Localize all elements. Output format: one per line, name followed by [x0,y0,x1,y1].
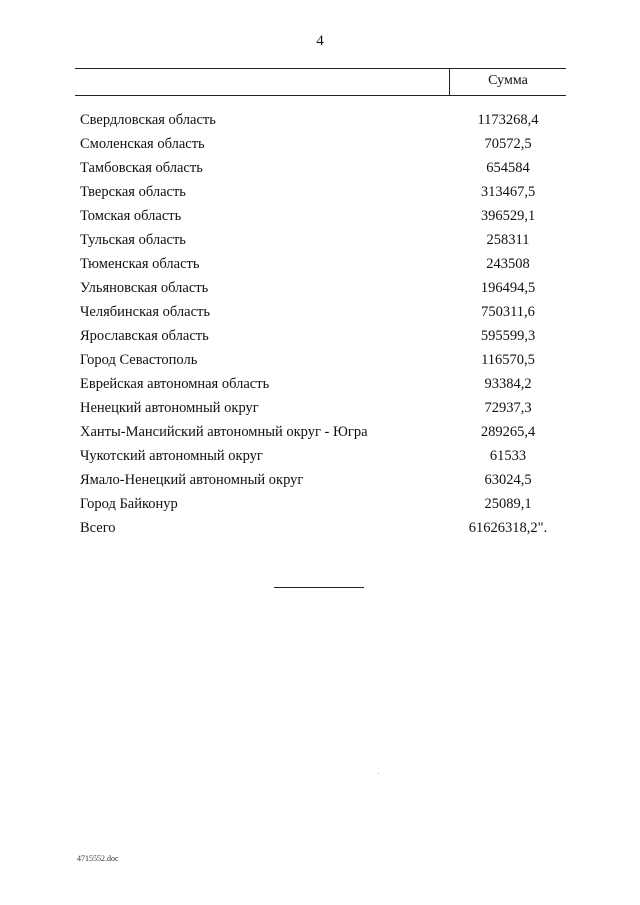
region-sum: 289265,4 [480,424,536,440]
region-sum: 258311 [486,232,530,248]
table-row [0,444,640,468]
table-row [0,396,640,420]
region-name: Тверская область [80,184,186,200]
region-sum: 25089,1 [484,496,532,512]
region-name: Тульская область [80,232,186,248]
region-sum: 1173268,4 [477,112,539,128]
table-row [0,492,640,516]
table-row [0,348,640,372]
region-name: Чукотский автономный округ [80,448,263,464]
table-body [0,108,640,540]
region-name: Ямало-Ненецкий автономный округ [80,472,304,488]
table-row [0,276,640,300]
region-name: Ульяновская область [80,280,209,296]
region-name: Челябинская область [80,304,210,320]
region-name: Всего [80,520,116,536]
page-number: 4 [316,33,324,49]
footer-file-name: 4715552.doc [77,854,119,863]
table-row [0,228,640,252]
region-name: Ненецкий автономный округ [80,400,259,416]
region-sum: 196494,5 [480,280,536,296]
region-sum: 243508 [486,256,530,272]
table-row [0,156,640,180]
region-sum: 72937,3 [484,400,532,416]
scan-speck [378,773,379,774]
table-row [0,180,640,204]
region-name: Свердловская область [80,112,216,128]
region-sum: 595599,3 [480,328,536,344]
end-rule [274,587,364,588]
table-row [0,372,640,396]
table-row [0,300,640,324]
table-row [0,516,640,540]
region-sum: 116570,5 [481,352,535,368]
region-name: Смоленская область [80,136,205,152]
table-row [0,324,640,348]
region-sum: 396529,1 [480,208,536,224]
region-sum: 750311,6 [481,304,535,320]
table-row [0,252,640,276]
region-sum: 63024,5 [484,472,532,488]
table-row [0,420,640,444]
region-sum: 313467,5 [480,184,536,200]
region-name: Томская область [80,208,182,224]
region-name: Город Севастополь [80,352,198,368]
table-header [75,68,566,96]
region-name: Еврейская автономная область [80,376,270,392]
region-name: Тамбовская область [80,160,203,176]
region-sum: 654584 [486,160,530,176]
region-sum: 61533 [489,448,527,464]
region-name: Город Байконур [80,496,178,512]
table-row [0,108,640,132]
table-row [0,132,640,156]
region-name: Ханты-Мансийский автономный округ - Югра [80,424,368,440]
region-sum: 61626318,2". [468,520,548,536]
header-sum-label: Сумма [488,73,528,88]
region-name: Тюменская область [80,256,200,272]
table-row [0,204,640,228]
region-sum: 93384,2 [484,376,532,392]
region-name: Ярославская область [80,328,209,344]
region-sum: 70572,5 [484,136,532,152]
table-row [0,468,640,492]
